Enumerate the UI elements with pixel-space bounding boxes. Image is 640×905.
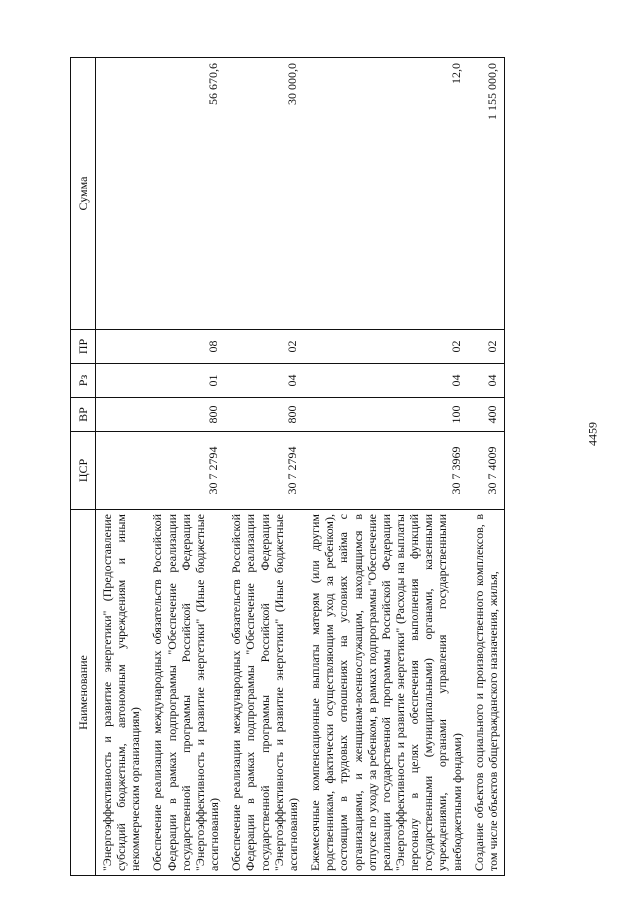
table-row: [225, 58, 304, 876]
table-header-row: [71, 58, 96, 876]
row-name: Ежемесячные компенсационные выплаты матерям (или другим родственникам, фактически осуществляющим уход за ребенком), состоящим в трудовых отношениях на условиях найма с организациями, и женщинам-военнослужащим, находящимся в отпуске по уходу за ребенком, в рамках подпрограммы "Обеспечение реализации государственной программы Российской Федерации "Энергоэффективность и развитие энергетики" (Расходы на выплаты персоналу в целях обеспечения выполнения функций государственными (муниципальными) органами, казенными учреждениями, органами управления государственными внебюджетными фондами): [304, 510, 468, 876]
row-name: Обеспечение реализации международных обязательств Российской Федерации в рамках подпрограммы "Обеспечение реализации государственной программы Российской Федерации "Энергоэффективность и развитие энергетики" (Иные бюджетные ассигнования): [225, 510, 304, 876]
row-name: Создание объектов социального и производственного комплексов, в том числе объектов общегражданского назначения, жилья,: [468, 510, 505, 876]
row-sum: 56 670,6: [146, 58, 225, 330]
header-pr: ПР: [71, 330, 96, 364]
row-pr: [96, 330, 147, 364]
row-csr: 30 7 2794: [225, 432, 304, 510]
row-rz: 04: [304, 364, 468, 398]
row-vr: 800: [146, 398, 225, 432]
row-rz: [96, 364, 147, 398]
row-vr: 400: [468, 398, 505, 432]
header-sum: Сумма: [71, 58, 96, 330]
table-row: [96, 58, 147, 876]
row-sum: 1 155 000,0: [468, 58, 505, 330]
row-vr: 800: [225, 398, 304, 432]
table-row: [468, 58, 505, 876]
budget-table: [70, 57, 505, 876]
header-vr: ВР: [71, 398, 96, 432]
row-rz: 01: [146, 364, 225, 398]
row-name: "Энергоэффективность и развитие энергетики" (Предоставление субсидий бюджетным, автономным учреждениям и иным некоммерческим организациям): [96, 510, 147, 876]
row-vr: 100: [304, 398, 468, 432]
table-row: [146, 58, 225, 876]
row-rz: 04: [225, 364, 304, 398]
table-row: [304, 58, 468, 876]
row-csr: 30 7 2794: [146, 432, 225, 510]
header-csr: ЦСР: [71, 432, 96, 510]
row-rz: 04: [468, 364, 505, 398]
page-number: 4459: [585, 422, 600, 446]
row-csr: [96, 432, 147, 510]
row-sum: [96, 58, 147, 330]
header-name: Наименование: [71, 510, 96, 876]
budget-table-rotated: [70, 58, 585, 876]
header-rz: Рз: [71, 364, 96, 398]
row-sum: 30 000,0: [225, 58, 304, 330]
row-sum: 12,0: [304, 58, 468, 330]
row-pr: 02: [225, 330, 304, 364]
row-csr: 30 7 4009: [468, 432, 505, 510]
row-pr: 02: [304, 330, 468, 364]
row-name: Обеспечение реализации международных обязательств Российской Федерации в рамках подпрограммы "Обеспечение реализации государственной программы Российской Федерации "Энергоэффективность и развитие энергетики" (Иные бюджетные ассигнования): [146, 510, 225, 876]
row-vr: [96, 398, 147, 432]
row-pr: 02: [468, 330, 505, 364]
row-pr: 08: [146, 330, 225, 364]
row-csr: 30 7 3969: [304, 432, 468, 510]
